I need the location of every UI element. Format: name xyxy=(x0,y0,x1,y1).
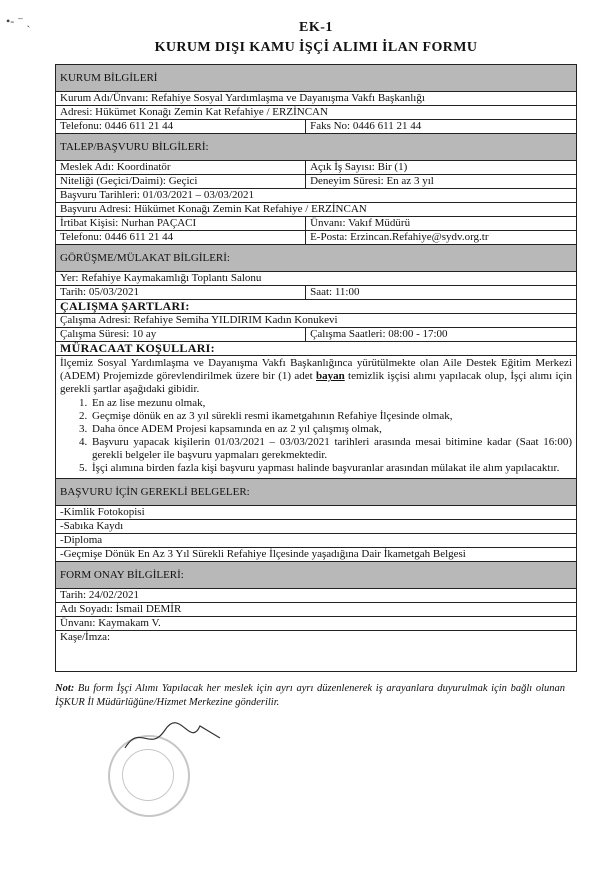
section-gorusme: GÖRÜŞME/MÜLAKAT BİLGİLERİ: xyxy=(56,245,577,272)
talep-niteligi: Niteliği (Geçici/Daimi): Geçici xyxy=(56,175,306,189)
gorusme-saat: Saat: 11:00 xyxy=(306,286,577,300)
condition-item: 4. Başvuru yapacak kişilerin 01/03/2021 – 03/03/2021 tarihleri arasında mesai bitimine kadar (Saat 16:00) gerekli belgeler ile başvuru yapmaları gerekmektedir. xyxy=(90,436,572,462)
muracaat-intro: İlçemiz Sosyal Yardımlaşma ve Dayanışma Vakfı Başkanlığınca yürütülmekte olan Aile Destek Eğitim Merkezi (ADEM) Projemizde görevlendirilmek üzere bir (1) adet bayan temizlik işçisi alımı yapılacak olup, İşçi alımı için gerekli şartlar aşağıdaki gibidir. xyxy=(60,357,572,395)
section-kurum: KURUM BİLGİLERİ xyxy=(56,65,577,92)
condition-item: 2. Geçmişe dönük en az 3 yıl sürekli resmi ikametgahının Refahiye İlçesinde olmak, xyxy=(90,410,572,423)
kurum-telefon: Telefonu: 0446 611 21 44 xyxy=(56,120,306,134)
footnote: Not: Bu form İşçi Alımı Yapılacak her meslek için ayrı ayrı düzenlenerek iş arayanlara duyurulmak için bağlı olunan İŞKUR İl Müdürlüğüne/Hizmet Merkezine gönderilir. xyxy=(55,683,565,708)
section-muracaat: MÜRACAAT KOŞULLARI: xyxy=(56,342,577,356)
talep-eposta: E-Posta: Erzincan.Refahiye@sydv.org.tr xyxy=(306,231,577,245)
kurum-adres: Adresi: Hükümet Konağı Zemin Kat Refahiye / ERZİNCAN xyxy=(56,106,577,120)
talep-acik-is: Açık İş Sayısı: Bir (1) xyxy=(306,161,577,175)
annex-label: EK-1 xyxy=(299,20,333,35)
talep-telefon: Telefonu: 0446 611 21 44 xyxy=(56,231,306,245)
form-title: KURUM DIŞI KAMU İŞÇİ ALIMI İLAN FORMU xyxy=(154,40,478,55)
signature xyxy=(120,718,230,758)
calisma-saatleri: Çalışma Saatleri: 08:00 - 17:00 xyxy=(306,328,577,342)
condition-item: 5. İşçi alımına birden fazla kişi başvuru yapması halinde başvuranlar arasından mülakat ile alım yapılacaktır. xyxy=(90,462,572,475)
talep-irtibat: İrtibat Kişisi: Nurhan PAÇACI xyxy=(56,217,306,231)
belge-item: -Diploma xyxy=(56,534,577,548)
condition-item: 3. Daha önce ADEM Projesi kapsamında en az 2 yıl çalışmış olmak, xyxy=(90,423,572,436)
belge-item: -Kimlik Fotokopisi xyxy=(56,506,577,520)
form-table xyxy=(55,64,577,672)
calisma-suresi: Çalışma Süresi: 10 ay xyxy=(56,328,306,342)
talep-tarihler: Başvuru Tarihleri: 01/03/2021 – 03/03/2021 xyxy=(56,189,577,203)
talep-adres: Başvuru Adresi: Hükümet Konağı Zemin Kat Refahiye / ERZİNCAN xyxy=(56,203,577,217)
talep-unvan: Ünvanı: Vakıf Müdürü xyxy=(306,217,577,231)
section-belgeler: BAŞVURU İÇİN GEREKLİ BELGELER: xyxy=(56,479,577,506)
belge-item: -Geçmişe Dönük En Az 3 Yıl Sürekli Refahiye İlçesinde yaşadığına Dair İkametgah Belgesi xyxy=(56,548,577,562)
talep-deneyim: Deneyim Süresi: En az 3 yıl xyxy=(306,175,577,189)
section-talep: TALEP/BAŞVURU BİLGİLERİ: xyxy=(56,134,577,161)
kurum-adi: Kurum Adı/Ünvanı: Refahiye Sosyal Yardımlaşma ve Dayanışma Vakfı Başkanlığı xyxy=(56,92,577,106)
muracaat-body xyxy=(56,356,577,479)
onay-tarih: Tarih: 24/02/2021 xyxy=(56,589,577,603)
condition-item: 1. En az lise mezunu olmak, xyxy=(90,397,572,410)
onay-adi: Adı Soyadı: İsmail DEMİR xyxy=(56,603,577,617)
gorusme-tarih: Tarih: 05/03/2021 xyxy=(56,286,306,300)
section-calisma: ÇALIŞMA ŞARTLARI: xyxy=(56,300,577,314)
gorusme-yer: Yer: Refahiye Kaymakamlığı Toplantı Salonu xyxy=(56,272,577,286)
onay-unvan: Ünvanı: Kaymakam V. xyxy=(56,617,577,631)
talep-meslek: Meslek Adı: Koordinatör xyxy=(56,161,306,175)
calisma-adres: Çalışma Adresi: Refahiye Semiha YILDIRIM Kadın Konukevi xyxy=(56,314,577,328)
onay-kase: Kaşe/İmza: xyxy=(56,631,577,672)
belge-item: -Sabıka Kaydı xyxy=(56,520,577,534)
form-page xyxy=(55,0,577,710)
kurum-faks: Faks No: 0446 611 21 44 xyxy=(306,120,577,134)
scan-mark: •- ⁻ ˎ xyxy=(6,14,31,28)
section-onay: FORM ONAY BİLGİLERİ: xyxy=(56,562,577,589)
condition-list xyxy=(60,397,572,475)
